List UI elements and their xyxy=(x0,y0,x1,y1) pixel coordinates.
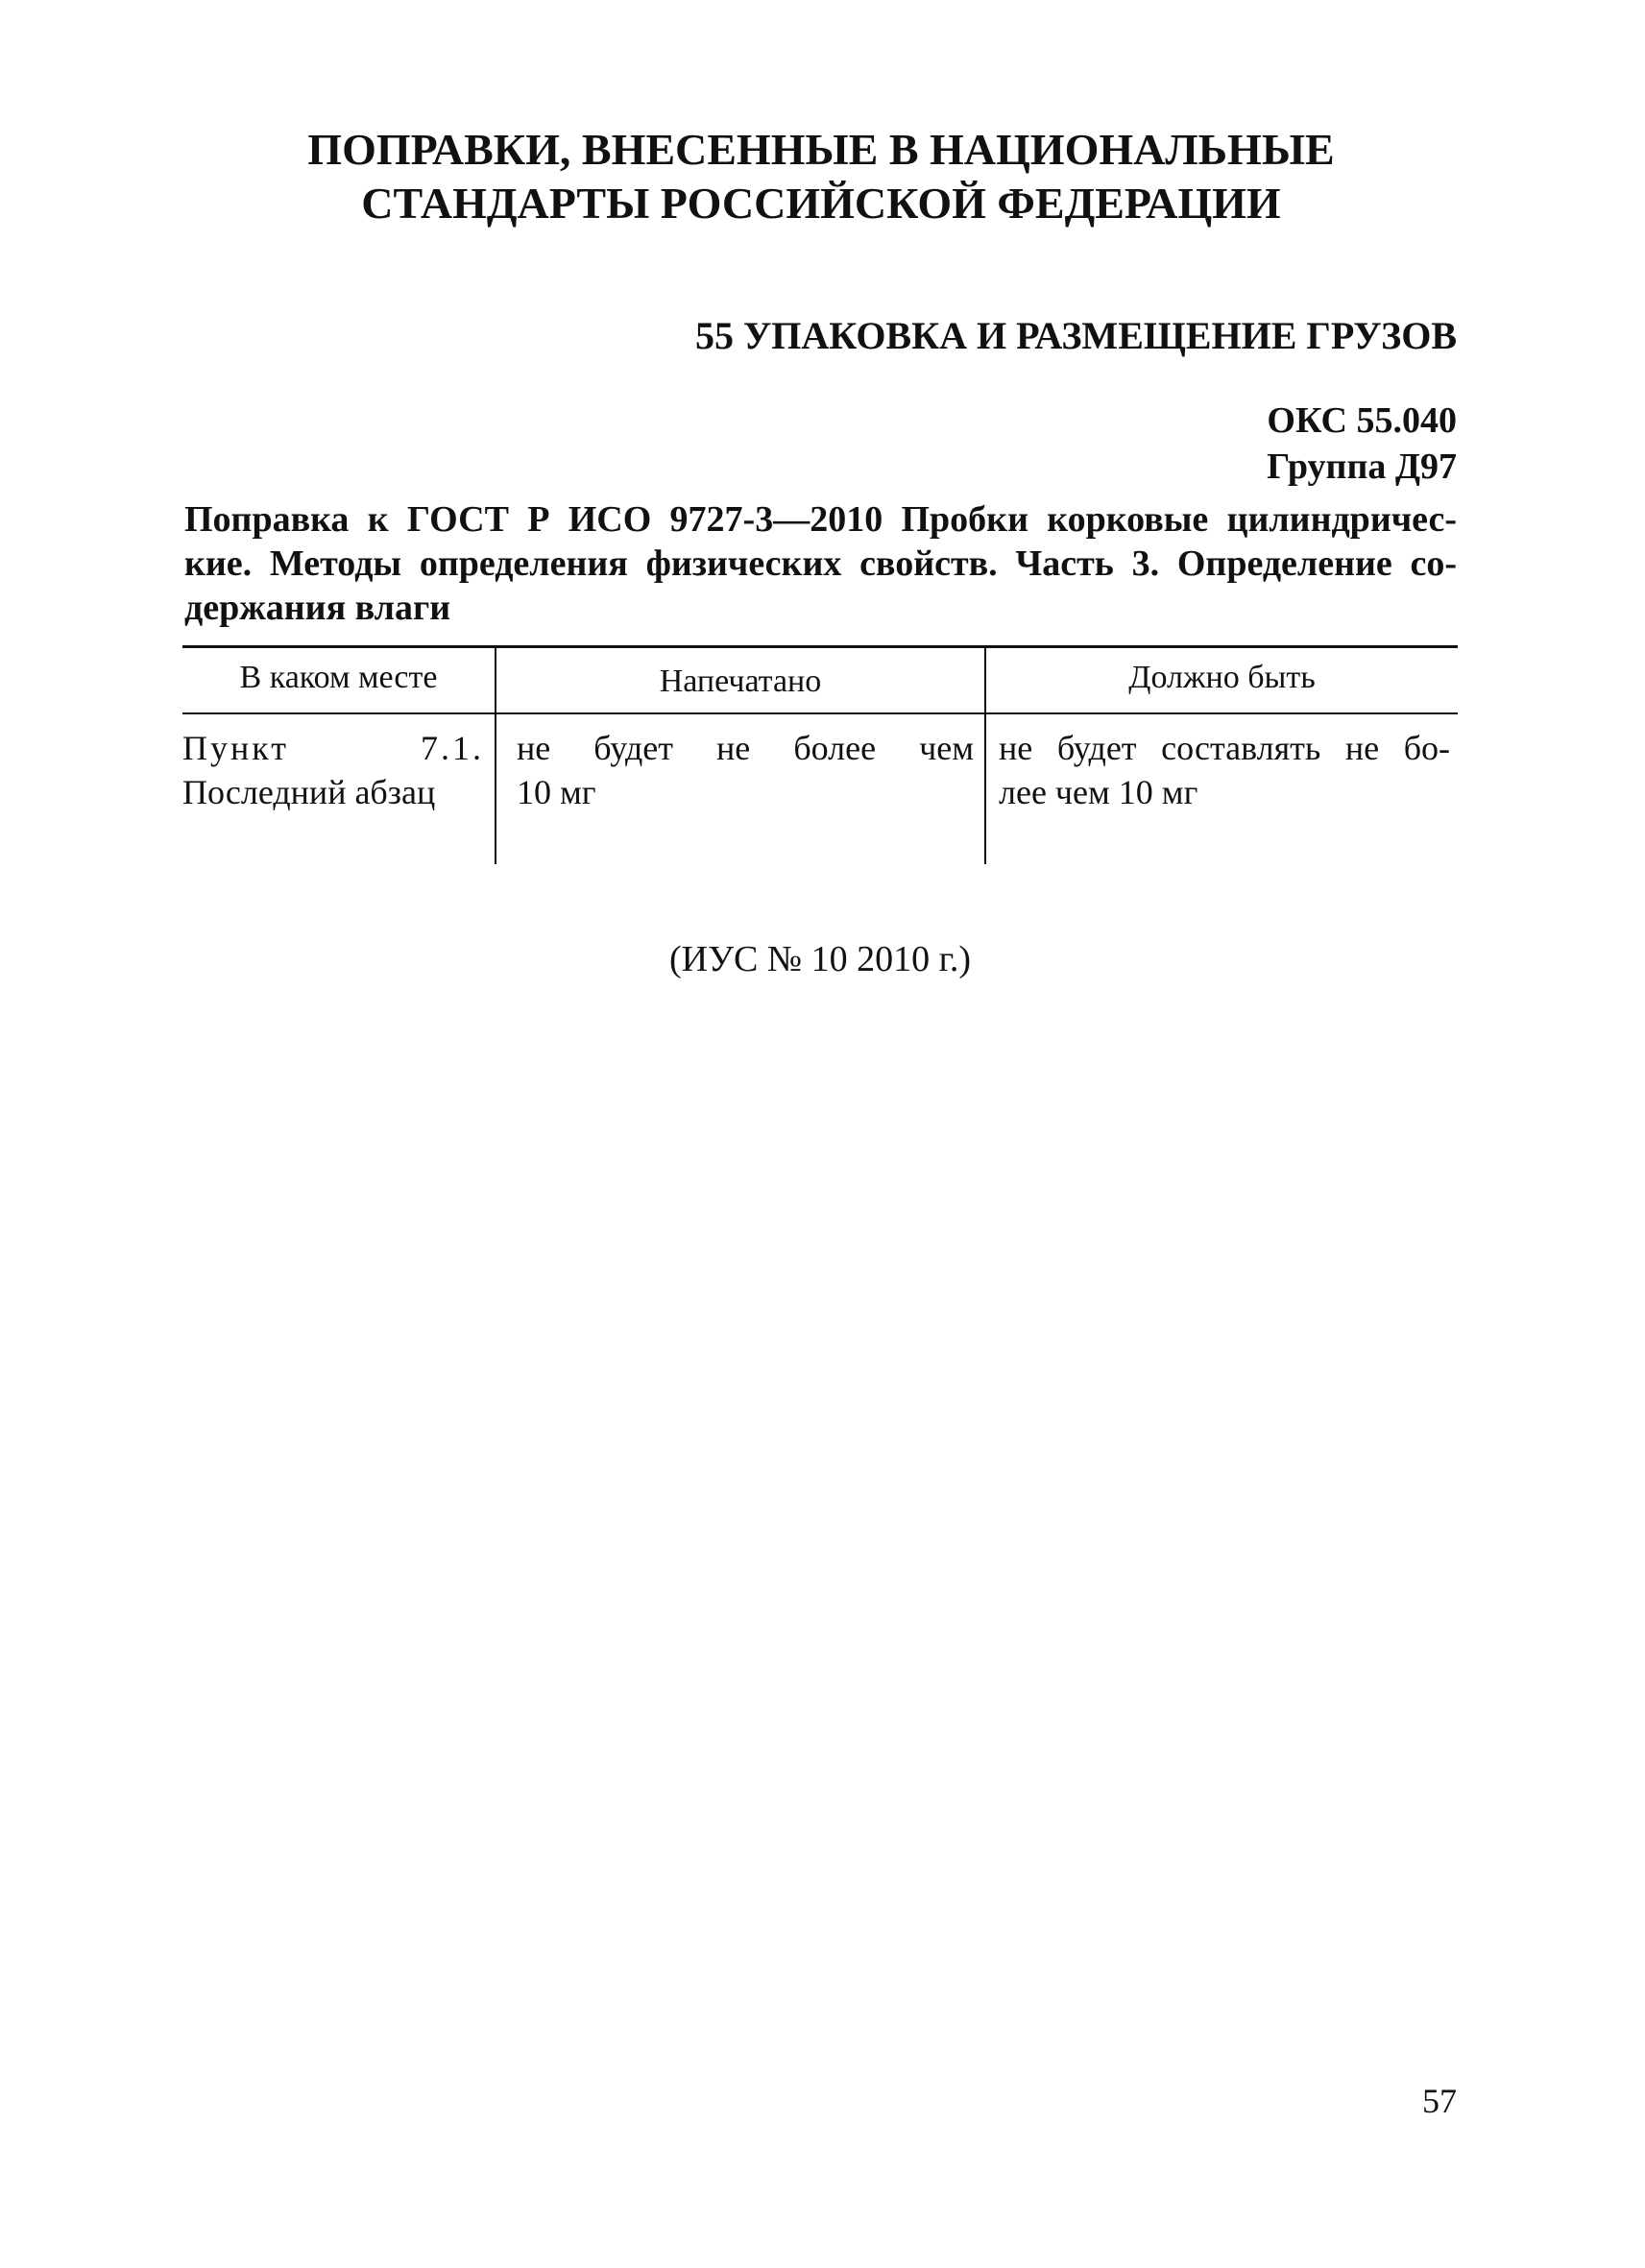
cell-should-be-line-1: не будет составлять не бо- xyxy=(999,729,1450,767)
section-title: 55 УПАКОВКА И РАЗМЕЩЕНИЕ ГРУЗОВ xyxy=(694,314,1457,357)
group-code: Группа Д97 xyxy=(1267,446,1457,487)
main-title-line-2: СТАНДАРТЫ РОССИЙСКОЙ ФЕДЕРАЦИИ xyxy=(361,179,1281,228)
amendment-title-line-2: кие. Методы определения физических свойств. Часть 3. Определение со- xyxy=(184,543,1457,584)
page-number: 57 xyxy=(1422,2082,1457,2120)
table-top-rule xyxy=(182,645,1458,648)
table-header-rule xyxy=(182,712,1458,714)
cell-location xyxy=(182,726,484,814)
amendment-title-line-3: держания влаги xyxy=(184,588,451,628)
header-location: В каком месте xyxy=(239,660,438,695)
cell-printed-line-1: не будет не более чем xyxy=(517,729,974,767)
cell-location-line-2: Последний абзац xyxy=(182,773,436,811)
classification-block xyxy=(1267,398,1457,490)
cell-printed xyxy=(517,726,974,814)
corrections-table xyxy=(182,645,1458,864)
source-note: (ИУС № 10 2010 г.) xyxy=(668,939,972,979)
oks-code: ОКС 55.040 xyxy=(1267,400,1457,441)
amendment-title xyxy=(184,497,1457,630)
main-title-line-1: ПОПРАВКИ, ВНЕСЕННЫЕ В НАЦИОНАЛЬНЫЕ xyxy=(307,125,1335,174)
cell-should-be xyxy=(999,726,1450,814)
header-printed: Напечатано xyxy=(659,664,822,699)
header-should-be: Должно быть xyxy=(1128,660,1316,695)
cell-location-line-1: Пункт 7.1. xyxy=(182,729,484,767)
cell-should-be-line-2: лее чем 10 мг xyxy=(999,773,1198,811)
main-title xyxy=(182,123,1460,230)
amendment-title-line-1: Поправка к ГОСТ Р ИСО 9727-3—2010 Пробки корковые цилиндричес- xyxy=(184,499,1457,540)
cell-printed-line-2: 10 мг xyxy=(517,773,596,811)
